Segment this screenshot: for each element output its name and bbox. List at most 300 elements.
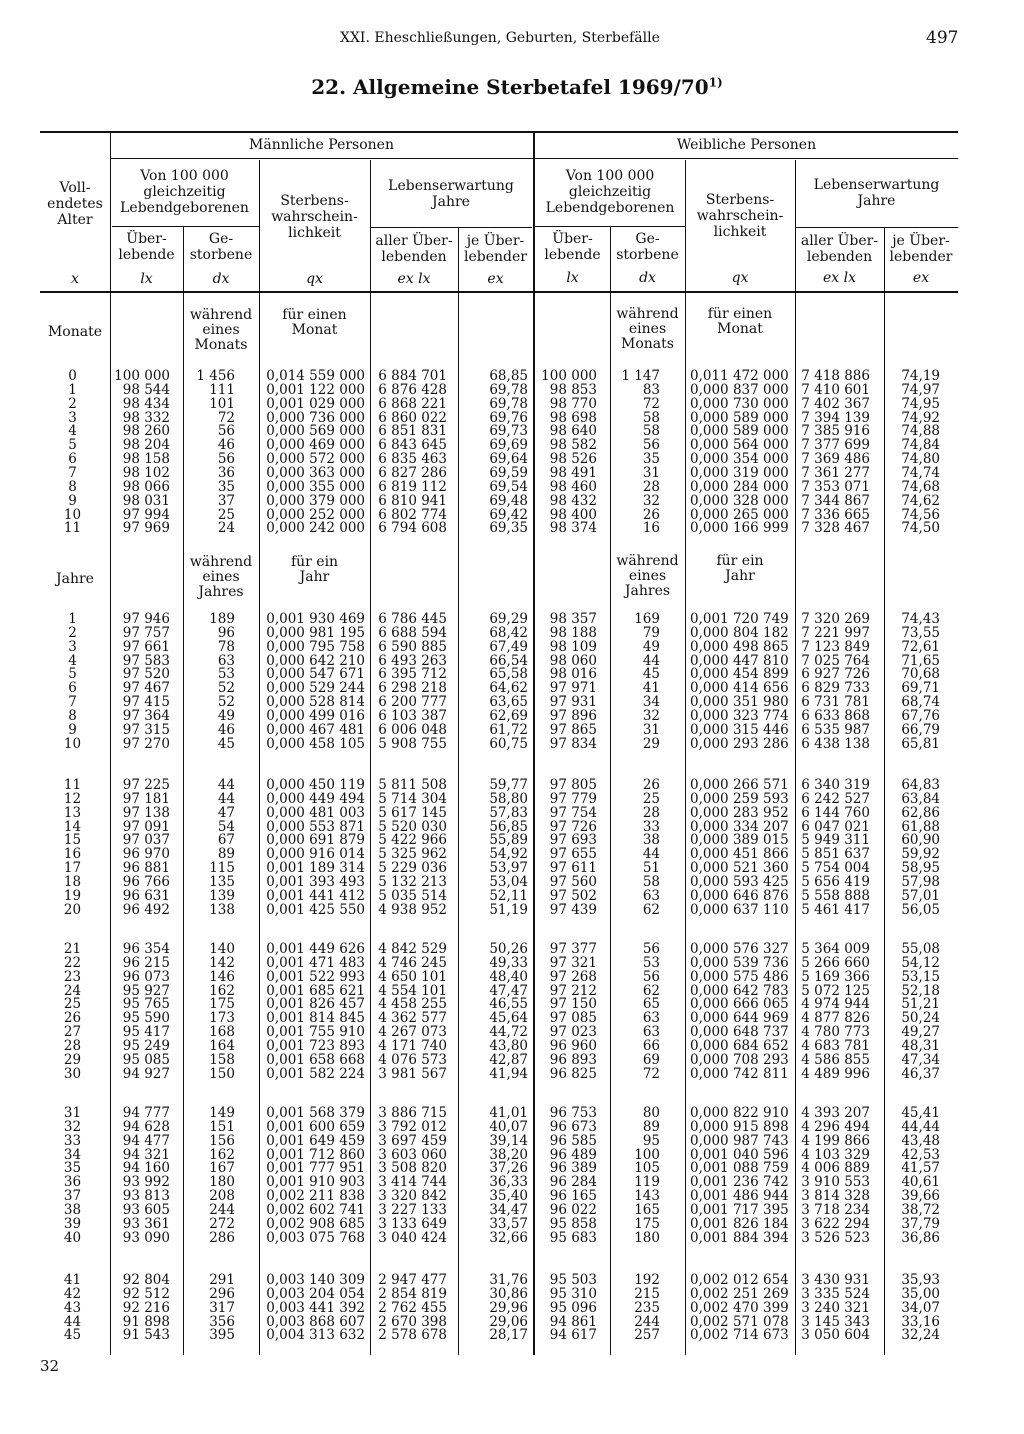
- cell-f-dx: 143: [634, 1188, 660, 1205]
- cell-m-lx: 93 813: [122, 1188, 170, 1205]
- cell-f-dx: 89: [642, 1118, 660, 1135]
- cell-age: 3: [68, 409, 77, 426]
- cell-m-qx: 0,000 449 494: [266, 790, 365, 807]
- cell-m-exlx: 3 508 820: [378, 1160, 447, 1177]
- cell-f-exlx: 7 410 601: [801, 381, 870, 398]
- cell-f-exlx: 3 622 294: [801, 1215, 870, 1232]
- cell-f-dx: 51: [642, 860, 660, 877]
- cell-f-ex: 74,84: [901, 437, 940, 454]
- header-female-total-survivors: aller Über- lebenden: [800, 233, 879, 265]
- table-row: [40, 1065, 958, 1082]
- cell-m-dx: 63: [217, 652, 235, 669]
- cell-age: 27: [63, 1024, 82, 1041]
- cell-m-lx: 92 512: [122, 1285, 170, 1302]
- cell-f-dx: 100: [634, 1146, 660, 1163]
- cell-m-ex: 58,80: [489, 790, 528, 807]
- cell-m-lx: 94 777: [122, 1105, 170, 1121]
- cell-f-exlx: 4 586 855: [801, 1051, 870, 1068]
- cell-m-ex: 29,96: [489, 1299, 528, 1316]
- cell-m-ex: 67,49: [489, 638, 528, 655]
- cell-f-dx: 72: [642, 1065, 660, 1082]
- cell-m-dx: 167: [209, 1160, 235, 1177]
- cell-f-lx: 98 374: [549, 520, 597, 537]
- cell-age: 23: [63, 968, 82, 985]
- cell-f-ex: 57,01: [901, 887, 940, 904]
- cell-f-exlx: 6 047 021: [801, 818, 870, 835]
- cell-f-ex: 34,07: [901, 1299, 940, 1316]
- cell-f-qx: 0,000 451 866: [690, 846, 789, 863]
- cell-m-exlx: 6 868 221: [378, 395, 447, 412]
- symbol-male-exlx: ex lx: [397, 271, 431, 287]
- cell-f-ex: 37,79: [901, 1215, 940, 1232]
- cell-m-exlx: 3 981 567: [378, 1065, 447, 1082]
- cell-f-lx: 97 560: [549, 873, 597, 890]
- cell-m-exlx: 4 746 245: [378, 954, 447, 971]
- cell-f-qx: 0,002 571 078: [690, 1313, 789, 1330]
- cell-m-ex: 69,35: [489, 520, 528, 537]
- cell-f-exlx: 4 489 996: [801, 1065, 870, 1082]
- cell-f-dx: 58: [642, 423, 660, 440]
- cell-age: 4: [68, 652, 77, 669]
- cell-f-qx: 0,000 589 000: [690, 409, 789, 426]
- cell-m-qx: 0,001 441 412: [266, 887, 365, 904]
- cell-age: 26: [63, 1010, 82, 1027]
- cell-f-exlx: 4 296 494: [801, 1118, 870, 1135]
- cell-age: 10: [63, 506, 82, 523]
- cell-f-ex: 74,92: [901, 409, 940, 426]
- cell-m-dx: 53: [217, 666, 235, 683]
- cell-f-ex: 52,18: [901, 982, 940, 999]
- cell-f-lx: 96 284: [549, 1174, 597, 1191]
- cell-f-exlx: 6 438 138: [801, 735, 870, 752]
- cell-f-dx: 44: [642, 652, 660, 669]
- symbol-male-ex: ex: [487, 271, 504, 287]
- cell-f-qx: 0,000 521 360: [690, 860, 789, 877]
- cell-f-lx: 97 805: [549, 777, 597, 793]
- cell-f-exlx: 5 558 888: [801, 887, 870, 904]
- cell-m-dx: 151: [209, 1118, 235, 1135]
- cell-m-qx: 0,001 649 459: [266, 1132, 365, 1149]
- cell-m-lx: 95 249: [122, 1037, 170, 1054]
- cell-f-exlx: 3 430 931: [801, 1272, 870, 1288]
- cell-m-exlx: 2 854 819: [378, 1285, 447, 1302]
- cell-f-exlx: 6 633 868: [801, 707, 870, 724]
- cell-age: 9: [68, 721, 77, 738]
- cell-m-lx: 98 066: [122, 478, 170, 495]
- cell-age: 15: [63, 832, 82, 849]
- cell-m-exlx: 5 714 304: [378, 790, 447, 807]
- cell-f-exlx: 3 240 321: [801, 1299, 870, 1316]
- cell-f-exlx: 7 402 367: [801, 395, 870, 412]
- cell-age: 20: [63, 901, 82, 918]
- cell-m-exlx: 4 267 073: [378, 1024, 447, 1041]
- cell-f-lx: 98 770: [549, 395, 597, 412]
- cell-m-ex: 56,85: [489, 818, 528, 835]
- cell-f-ex: 48,31: [901, 1037, 940, 1054]
- cell-f-lx: 96 489: [549, 1146, 597, 1163]
- cell-f-dx: 62: [642, 901, 660, 918]
- cell-f-dx: 44: [642, 846, 660, 863]
- cell-m-exlx: 6 884 701: [378, 368, 447, 384]
- cell-f-lx: 98 640: [549, 423, 597, 440]
- cell-f-qx: 0,011 472 000: [690, 368, 789, 384]
- cell-f-lx: 96 022: [549, 1201, 597, 1218]
- cell-age: 36: [63, 1174, 82, 1191]
- cell-f-qx: 0,000 837 000: [690, 381, 789, 398]
- symbol-x: x: [71, 271, 79, 287]
- cell-f-ex: 69,71: [901, 680, 940, 697]
- cell-m-lx: 98 260: [122, 423, 170, 440]
- cell-m-lx: 97 315: [122, 721, 170, 738]
- cell-f-qx: 0,001 040 596: [690, 1146, 789, 1163]
- cell-m-qx: 0,001 600 659: [266, 1118, 365, 1135]
- cell-f-qx: 0,000 354 000: [690, 451, 789, 468]
- cell-m-qx: 0,000 528 814: [266, 694, 365, 711]
- cell-f-ex: 50,24: [901, 1010, 940, 1027]
- cell-f-ex: 62,86: [901, 804, 940, 821]
- cell-age: 29: [63, 1051, 82, 1068]
- cell-m-ex: 69,59: [489, 464, 528, 481]
- cell-m-dx: 135: [209, 873, 235, 890]
- cell-m-ex: 69,48: [489, 492, 528, 509]
- cell-f-lx: 96 165: [549, 1188, 597, 1205]
- cell-f-exlx: 5 754 004: [801, 860, 870, 877]
- cell-m-ex: 65,58: [489, 666, 528, 683]
- cell-age: 8: [68, 478, 77, 495]
- cell-age: 16: [63, 846, 82, 863]
- header-female-probability: Sterbens- wahrschein- lichkeit: [696, 192, 784, 240]
- cell-m-exlx: 6 590 885: [378, 638, 447, 655]
- cell-f-exlx: 3 526 523: [801, 1229, 870, 1246]
- cell-m-ex: 43,80: [489, 1037, 528, 1054]
- cell-f-qx: 0,000 328 000: [690, 492, 789, 509]
- cell-f-ex: 57,98: [901, 873, 940, 890]
- cell-m-exlx: 3 320 842: [378, 1188, 447, 1205]
- cell-age: 40: [63, 1229, 82, 1246]
- cell-m-exlx: 4 076 573: [378, 1051, 447, 1068]
- cell-f-lx: 94 861: [549, 1313, 597, 1330]
- cell-m-qx: 0,001 449 626: [266, 941, 365, 957]
- cell-m-dx: 37: [217, 492, 235, 509]
- cell-m-ex: 59,77: [489, 777, 528, 793]
- cell-f-exlx: 5 169 366: [801, 968, 870, 985]
- cell-m-ex: 41,01: [489, 1105, 528, 1121]
- cell-m-exlx: 6 835 463: [378, 451, 447, 468]
- cell-f-dx: 28: [642, 804, 660, 821]
- cell-age: 13: [63, 804, 82, 821]
- cell-f-dx: 66: [642, 1037, 660, 1054]
- cell-m-dx: 244: [209, 1201, 235, 1218]
- cell-m-lx: 98 204: [122, 437, 170, 454]
- cell-m-lx: 97 467: [122, 680, 170, 697]
- cell-m-qx: 0,001 712 860: [266, 1146, 365, 1163]
- cell-f-lx: 97 865: [549, 721, 597, 738]
- symbol-male-lx: lx: [140, 271, 153, 287]
- cell-m-dx: 158: [209, 1051, 235, 1068]
- table-row: [40, 901, 958, 918]
- cell-f-ex: 60,90: [901, 832, 940, 849]
- cell-m-ex: 34,47: [489, 1201, 528, 1218]
- cell-m-dx: 156: [209, 1132, 235, 1149]
- cell-f-dx: 16: [642, 520, 660, 537]
- cell-m-lx: 96 766: [122, 873, 170, 890]
- cell-m-exlx: 6 200 777: [378, 694, 447, 711]
- cell-f-ex: 74,95: [901, 395, 940, 412]
- cell-m-dx: 56: [217, 451, 235, 468]
- cell-m-dx: 286: [209, 1229, 235, 1246]
- cell-age: 22: [63, 954, 82, 971]
- cell-m-dx: 1 456: [196, 368, 235, 384]
- cell-f-dx: 244: [634, 1313, 660, 1330]
- cell-m-exlx: 4 458 255: [378, 996, 447, 1013]
- cell-f-qx: 0,000 708 293: [690, 1051, 789, 1068]
- cell-age: 31: [63, 1105, 82, 1121]
- cell-m-dx: 146: [209, 968, 235, 985]
- header-female-life-expectancy: Lebenserwartung Jahre: [813, 177, 940, 209]
- cell-age: 35: [63, 1160, 82, 1177]
- cell-f-exlx: 7 221 997: [801, 624, 870, 641]
- cell-f-qx: 0,000 576 327: [690, 941, 789, 957]
- footer-number: 32: [40, 1357, 60, 1375]
- cell-m-lx: 93 992: [122, 1174, 170, 1191]
- cell-f-qx: 0,001 236 742: [690, 1174, 789, 1191]
- cell-f-ex: 74,43: [901, 611, 940, 627]
- cell-m-ex: 68,42: [489, 624, 528, 641]
- cell-age: 38: [63, 1201, 82, 1218]
- cell-m-exlx: 5 229 036: [378, 860, 447, 877]
- cell-age: 5: [68, 666, 77, 683]
- cell-f-qx: 0,000 319 000: [690, 464, 789, 481]
- cell-m-qx: 0,001 910 903: [266, 1174, 365, 1191]
- cell-age: 19: [63, 887, 82, 904]
- cell-f-lx: 94 617: [549, 1327, 597, 1344]
- cell-f-lx: 97 779: [549, 790, 597, 807]
- cell-f-ex: 55,08: [901, 941, 940, 957]
- cell-f-exlx: 7 123 849: [801, 638, 870, 655]
- cell-f-exlx: 4 877 826: [801, 1010, 870, 1027]
- cell-m-dx: 139: [209, 887, 235, 904]
- cell-age: 5: [68, 437, 77, 454]
- cell-f-lx: 98 357: [549, 611, 597, 627]
- cell-m-ex: 44,72: [489, 1024, 528, 1041]
- symbol-female-lx: lx: [566, 270, 579, 286]
- cell-m-lx: 95 085: [122, 1051, 170, 1068]
- cell-age: 4: [68, 423, 77, 440]
- cell-m-dx: 138: [209, 901, 235, 918]
- cell-f-ex: 40,61: [901, 1174, 940, 1191]
- cell-age: 32: [63, 1118, 82, 1135]
- section-male-during-year: während eines Jahres: [189, 554, 253, 600]
- cell-m-qx: 0,003 441 392: [266, 1299, 365, 1316]
- cell-m-qx: 0,000 529 244: [266, 680, 365, 697]
- header-female-cohort: Von 100 000 gleichzeitig Lebendgeborenen: [545, 168, 675, 216]
- cell-f-ex: 33,16: [901, 1313, 940, 1330]
- header-age: Voll- endetes Alter: [47, 180, 103, 228]
- table-title-text: 22. Allgemeine Sterbetafel 1969/70: [311, 75, 709, 99]
- cell-f-dx: 80: [642, 1105, 660, 1121]
- cell-m-qx: 0,003 868 607: [266, 1313, 365, 1330]
- cell-f-qx: 0,000 666 065: [690, 996, 789, 1013]
- cell-m-exlx: 3 227 133: [378, 1201, 447, 1218]
- cell-f-dx: 63: [642, 1024, 660, 1041]
- cell-m-dx: 56: [217, 423, 235, 440]
- cell-age: 30: [63, 1065, 82, 1082]
- cell-m-qx: 0,001 471 483: [266, 954, 365, 971]
- cell-f-exlx: 7 361 277: [801, 464, 870, 481]
- cell-age: 10: [63, 735, 82, 752]
- cell-f-lx: 98 460: [549, 478, 597, 495]
- cell-f-exlx: 6 340 319: [801, 777, 870, 793]
- cell-f-ex: 74,97: [901, 381, 940, 398]
- cell-age: 28: [63, 1037, 82, 1054]
- cell-f-dx: 56: [642, 968, 660, 985]
- cell-f-lx: 95 683: [549, 1229, 597, 1246]
- header-female-group: Weibliche Personen: [676, 137, 817, 153]
- cell-m-dx: 164: [209, 1037, 235, 1054]
- cell-m-dx: 46: [217, 721, 235, 738]
- cell-f-exlx: 4 780 773: [801, 1024, 870, 1041]
- cell-f-lx: 96 960: [549, 1037, 597, 1054]
- cell-f-exlx: 6 927 726: [801, 666, 870, 683]
- cell-m-ex: 69,78: [489, 381, 528, 398]
- cell-m-ex: 63,65: [489, 694, 528, 711]
- cell-f-qx: 0,000 742 811: [690, 1065, 789, 1082]
- header-male-per-survivor: je Über- lebender: [464, 233, 527, 265]
- cell-m-ex: 55,89: [489, 832, 528, 849]
- cell-m-qx: 0,001 658 668: [266, 1051, 365, 1068]
- cell-f-ex: 43,48: [901, 1132, 940, 1149]
- cell-f-ex: 72,61: [901, 638, 940, 655]
- cell-m-exlx: 6 860 022: [378, 409, 447, 426]
- cell-f-exlx: 7 320 269: [801, 611, 870, 627]
- cell-m-ex: 29,06: [489, 1313, 528, 1330]
- cell-age: 18: [63, 873, 82, 890]
- cell-m-lx: 94 160: [122, 1160, 170, 1177]
- cell-m-exlx: 6 493 263: [378, 652, 447, 669]
- cell-f-exlx: 6 829 733: [801, 680, 870, 697]
- cell-m-qx: 0,000 355 000: [266, 478, 365, 495]
- cell-m-lx: 96 970: [122, 846, 170, 863]
- cell-m-qx: 0,000 252 000: [266, 506, 365, 523]
- cell-m-ex: 40,07: [489, 1118, 528, 1135]
- cell-age: 7: [68, 694, 77, 711]
- cell-m-lx: 97 661: [122, 638, 170, 655]
- cell-f-ex: 71,65: [901, 652, 940, 669]
- cell-m-qx: 0,001 755 910: [266, 1024, 365, 1041]
- cell-f-dx: 28: [642, 478, 660, 495]
- cell-m-ex: 41,94: [489, 1065, 528, 1082]
- cell-f-qx: 0,001 720 749: [690, 611, 789, 627]
- cell-f-qx: 0,000 334 207: [690, 818, 789, 835]
- cell-m-exlx: 2 670 398: [378, 1313, 447, 1330]
- header-female-survivors: Über- lebende: [544, 231, 601, 263]
- cell-f-qx: 0,002 251 269: [690, 1285, 789, 1302]
- cell-age: 34: [63, 1146, 82, 1163]
- symbol-male-dx: dx: [212, 271, 230, 287]
- cell-f-dx: 26: [642, 506, 660, 523]
- female-expectancy-rule: [795, 227, 958, 228]
- cell-m-dx: 25: [217, 506, 235, 523]
- cell-f-exlx: 7 344 867: [801, 492, 870, 509]
- cell-m-qx: 0,000 242 000: [266, 520, 365, 537]
- cell-f-dx: 105: [634, 1160, 660, 1177]
- cell-m-exlx: 6 827 286: [378, 464, 447, 481]
- cell-age: 42: [63, 1285, 82, 1302]
- cell-m-exlx: 3 414 744: [378, 1174, 447, 1191]
- cell-m-lx: 97 994: [122, 506, 170, 523]
- header-male-deceased: Ge- storbene: [189, 231, 253, 263]
- cell-m-ex: 69,73: [489, 423, 528, 440]
- cell-f-lx: 95 858: [549, 1215, 597, 1232]
- cell-f-qx: 0,001 884 394: [690, 1229, 789, 1246]
- cell-m-qx: 0,000 469 000: [266, 437, 365, 454]
- cell-m-dx: 111: [209, 381, 235, 398]
- cell-m-qx: 0,001 777 951: [266, 1160, 365, 1177]
- cell-f-dx: 32: [642, 492, 660, 509]
- cell-f-qx: 0,000 351 980: [690, 694, 789, 711]
- cell-age: 6: [68, 680, 77, 697]
- cell-f-qx: 0,001 717 395: [690, 1201, 789, 1218]
- cell-m-lx: 97 757: [122, 624, 170, 641]
- cell-m-dx: 89: [217, 846, 235, 863]
- cell-m-dx: 101: [209, 395, 235, 412]
- cell-m-lx: 96 354: [122, 941, 170, 957]
- cell-m-dx: 24: [217, 520, 235, 537]
- cell-f-exlx: 3 910 553: [801, 1174, 870, 1191]
- cell-age: 41: [63, 1272, 82, 1288]
- cell-f-lx: 97 931: [549, 694, 597, 711]
- cell-m-qx: 0,000 642 210: [266, 652, 365, 669]
- cell-m-qx: 0,000 481 003: [266, 804, 365, 821]
- symbol-female-qx: qx: [731, 270, 749, 286]
- cell-m-lx: 98 544: [122, 381, 170, 398]
- cell-m-qx: 0,003 204 054: [266, 1285, 365, 1302]
- cell-f-lx: 96 825: [549, 1065, 597, 1082]
- cell-m-qx: 0,000 572 000: [266, 451, 365, 468]
- table-title: [0, 75, 1024, 99]
- cell-m-dx: 317: [209, 1299, 235, 1316]
- cell-m-qx: 0,000 691 879: [266, 832, 365, 849]
- cell-m-ex: 69,42: [489, 506, 528, 523]
- cell-m-dx: 168: [209, 1024, 235, 1041]
- cell-m-ex: 30,86: [489, 1285, 528, 1302]
- cell-m-lx: 91 898: [122, 1313, 170, 1330]
- cell-f-lx: 97 834: [549, 735, 597, 752]
- cell-m-lx: 97 364: [122, 707, 170, 724]
- cell-f-exlx: 5 949 311: [801, 832, 870, 849]
- cell-f-lx: 98 060: [549, 652, 597, 669]
- cell-m-exlx: 6 794 608: [378, 520, 447, 537]
- cell-f-dx: 38: [642, 832, 660, 849]
- cell-m-lx: 94 927: [122, 1065, 170, 1082]
- cell-m-lx: 94 477: [122, 1132, 170, 1149]
- cell-age: 7: [68, 464, 77, 481]
- cell-m-ex: 46,55: [489, 996, 528, 1013]
- cell-m-exlx: 6 810 941: [378, 492, 447, 509]
- cell-m-ex: 32,66: [489, 1229, 528, 1246]
- cell-m-dx: 115: [209, 860, 235, 877]
- cell-f-lx: 97 150: [549, 996, 597, 1013]
- cell-m-dx: 35: [217, 478, 235, 495]
- cell-m-lx: 98 102: [122, 464, 170, 481]
- cell-m-ex: 61,72: [489, 721, 528, 738]
- cell-f-ex: 66,79: [901, 721, 940, 738]
- cell-m-lx: 97 520: [122, 666, 170, 683]
- cell-f-lx: 97 085: [549, 1010, 597, 1027]
- cell-m-qx: 0,002 602 741: [266, 1201, 365, 1218]
- cell-m-ex: 42,87: [489, 1051, 528, 1068]
- cell-m-ex: 66,54: [489, 652, 528, 669]
